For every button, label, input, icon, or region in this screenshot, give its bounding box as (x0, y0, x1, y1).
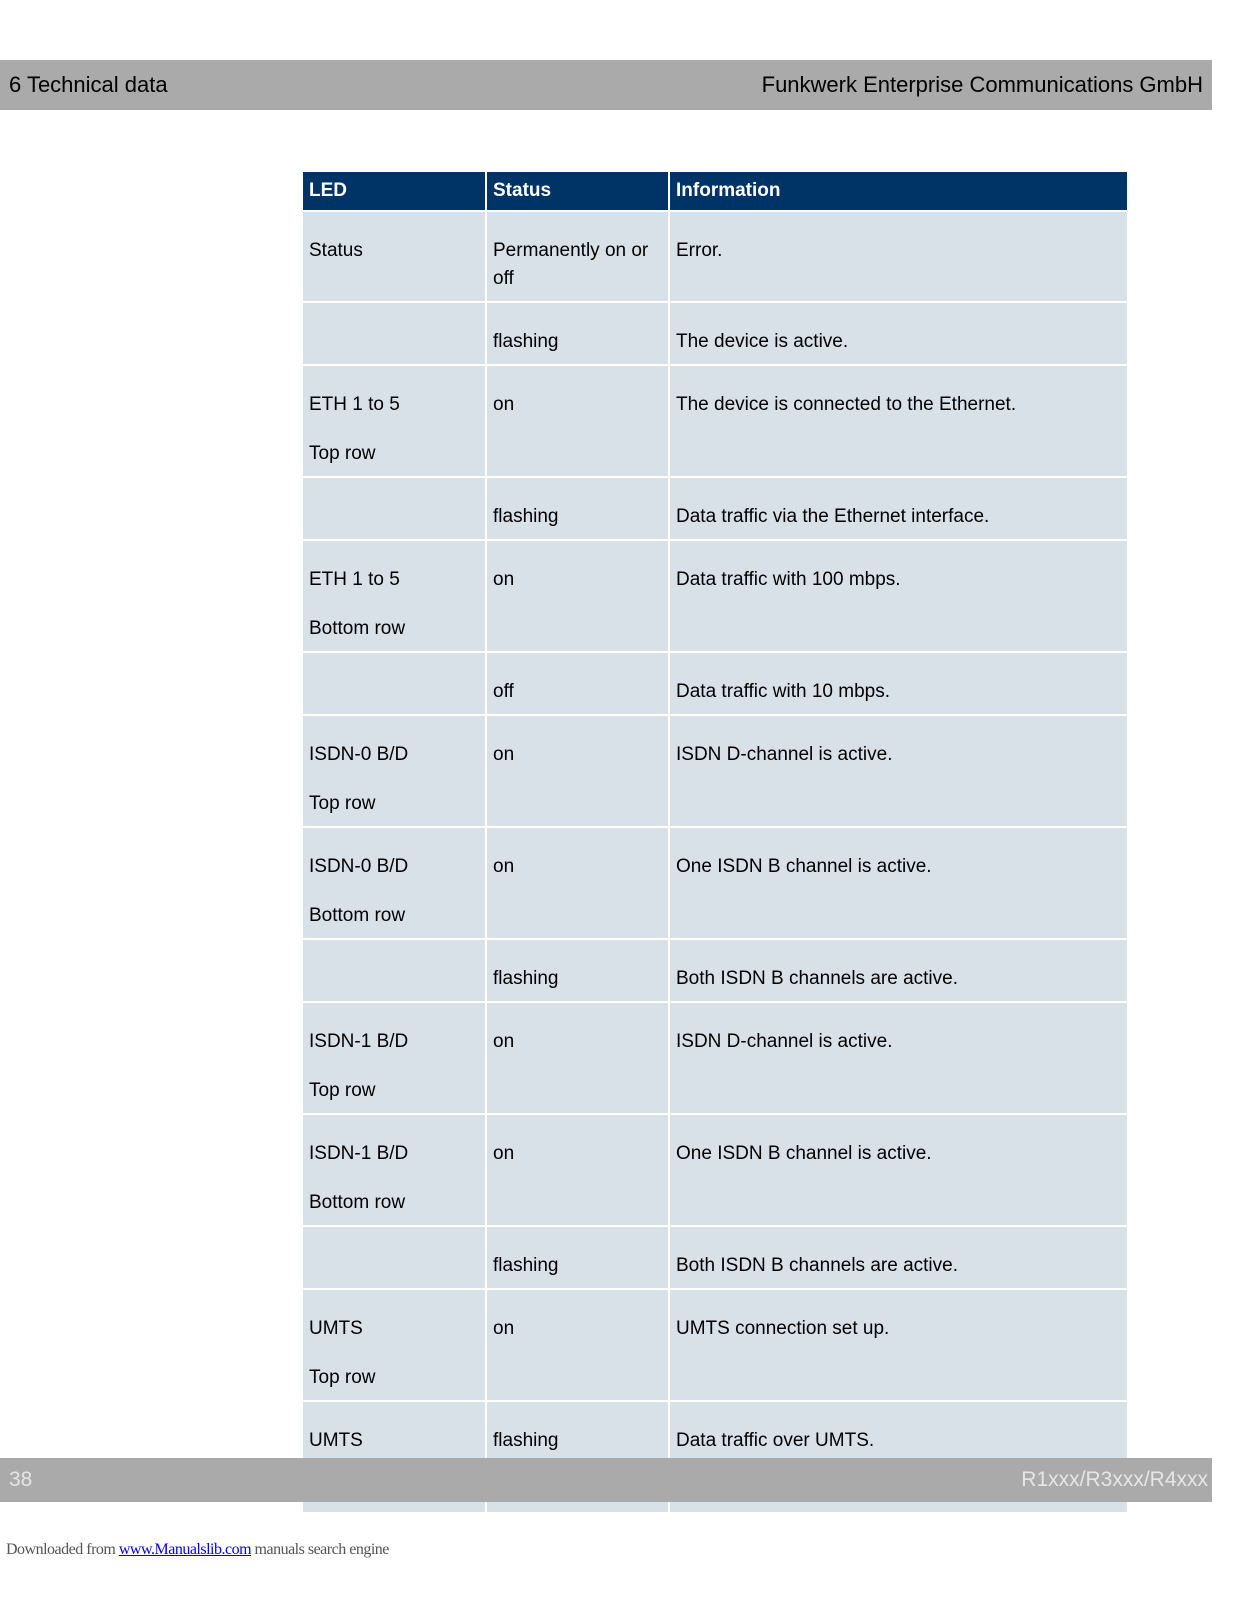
led-cell (303, 939, 486, 1002)
led-name: ISDN-1 B/D (309, 1031, 409, 1052)
status-cell: off (486, 652, 669, 715)
status-cell: on (486, 540, 669, 652)
info-cell: Data traffic via the Ethernet interface. (669, 477, 1127, 540)
led-cell (303, 1226, 486, 1289)
table-row (303, 1114, 1127, 1226)
manualslib-link[interactable]: www.Manualslib.com (118, 1541, 252, 1558)
status-cell: flashing (486, 477, 669, 540)
status-cell: flashing (486, 1226, 669, 1289)
led-cell (303, 1002, 486, 1114)
info-cell: One ISDN B channel is active. (669, 827, 1127, 939)
table-row (303, 365, 1127, 477)
led-cell (303, 477, 486, 540)
led-name: ETH 1 to 5 (309, 394, 400, 415)
led-name: UMTS (309, 1430, 363, 1451)
led-cell (303, 827, 486, 939)
table-row (303, 652, 1127, 715)
info-cell: Error. (669, 211, 1127, 302)
table-row (303, 1289, 1127, 1401)
status-cell: on (486, 827, 669, 939)
table-row (303, 211, 1127, 302)
page-number: 38 (9, 1468, 33, 1491)
download-prefix: Downloaded from (6, 1541, 119, 1558)
status-cell: Permanently on or off (486, 211, 669, 302)
status-cell: flashing (486, 1401, 669, 1512)
led-cell (303, 365, 486, 477)
led-cell (303, 1289, 486, 1401)
led-status-table (303, 172, 1127, 1512)
status-cell: on (486, 1002, 669, 1114)
table-row (303, 302, 1127, 365)
product-model: R1xxx/R3xxx/R4xxx (1021, 1468, 1208, 1491)
info-cell: ISDN D-channel is active. (669, 715, 1127, 827)
led-row-position: Bottom row (309, 1192, 406, 1213)
led-cell (303, 211, 486, 302)
led-row-position: Top row (309, 793, 376, 814)
page-footer (0, 1458, 1212, 1502)
led-name: ISDN-0 B/D (309, 856, 409, 877)
led-name: ETH 1 to 5 (309, 569, 400, 590)
led-row-position: Top row (309, 1367, 376, 1388)
led-name: UMTS (309, 1318, 363, 1339)
info-cell: Data traffic over UMTS. (669, 1401, 1127, 1512)
table-row (303, 1226, 1127, 1289)
info-cell: UMTS connection set up. (669, 1289, 1127, 1401)
status-cell: on (486, 1114, 669, 1226)
status-cell: on (486, 715, 669, 827)
status-cell: flashing (486, 939, 669, 1002)
led-table-container (303, 172, 1127, 1512)
table-header-row (303, 172, 1127, 211)
led-row-position: Top row (309, 1080, 376, 1101)
led-cell (303, 302, 486, 365)
download-suffix: manuals search engine (251, 1541, 389, 1558)
status-cell: on (486, 1289, 669, 1401)
table-row (303, 1002, 1127, 1114)
info-cell: Both ISDN B channels are active. (669, 939, 1127, 1002)
led-cell (303, 652, 486, 715)
column-header-status: Status (486, 172, 669, 211)
status-cell: on (486, 365, 669, 477)
info-cell: One ISDN B channel is active. (669, 1114, 1127, 1226)
info-cell: Data traffic with 100 mbps. (669, 540, 1127, 652)
table-row (303, 540, 1127, 652)
column-header-led: LED (303, 172, 486, 211)
info-cell: The device is connected to the Ethernet. (669, 365, 1127, 477)
table-row (303, 477, 1127, 540)
led-row-position: Top row (309, 443, 376, 464)
table-row (303, 715, 1127, 827)
company-name: Funkwerk Enterprise Communications GmbH (761, 72, 1203, 97)
status-cell: flashing (486, 302, 669, 365)
led-row-position: Bottom row (309, 905, 406, 926)
led-row-position: Bottom row (309, 618, 406, 639)
info-cell: Data traffic with 10 mbps. (669, 652, 1127, 715)
led-cell (303, 1114, 486, 1226)
column-header-information: Information (669, 172, 1127, 211)
table-row (303, 939, 1127, 1002)
led-name: ISDN-0 B/D (309, 744, 409, 765)
led-cell (303, 715, 486, 827)
info-cell: Both ISDN B channels are active. (669, 1226, 1127, 1289)
led-name: ISDN-1 B/D (309, 1143, 409, 1164)
table-row (303, 827, 1127, 939)
led-cell (303, 540, 486, 652)
led-name: Status (309, 240, 363, 261)
info-cell: The device is active. (669, 302, 1127, 365)
page-header (0, 60, 1212, 110)
info-cell: ISDN D-channel is active. (669, 1002, 1127, 1114)
section-title: 6 Technical data (9, 72, 168, 97)
download-source-note (6, 1541, 389, 1559)
